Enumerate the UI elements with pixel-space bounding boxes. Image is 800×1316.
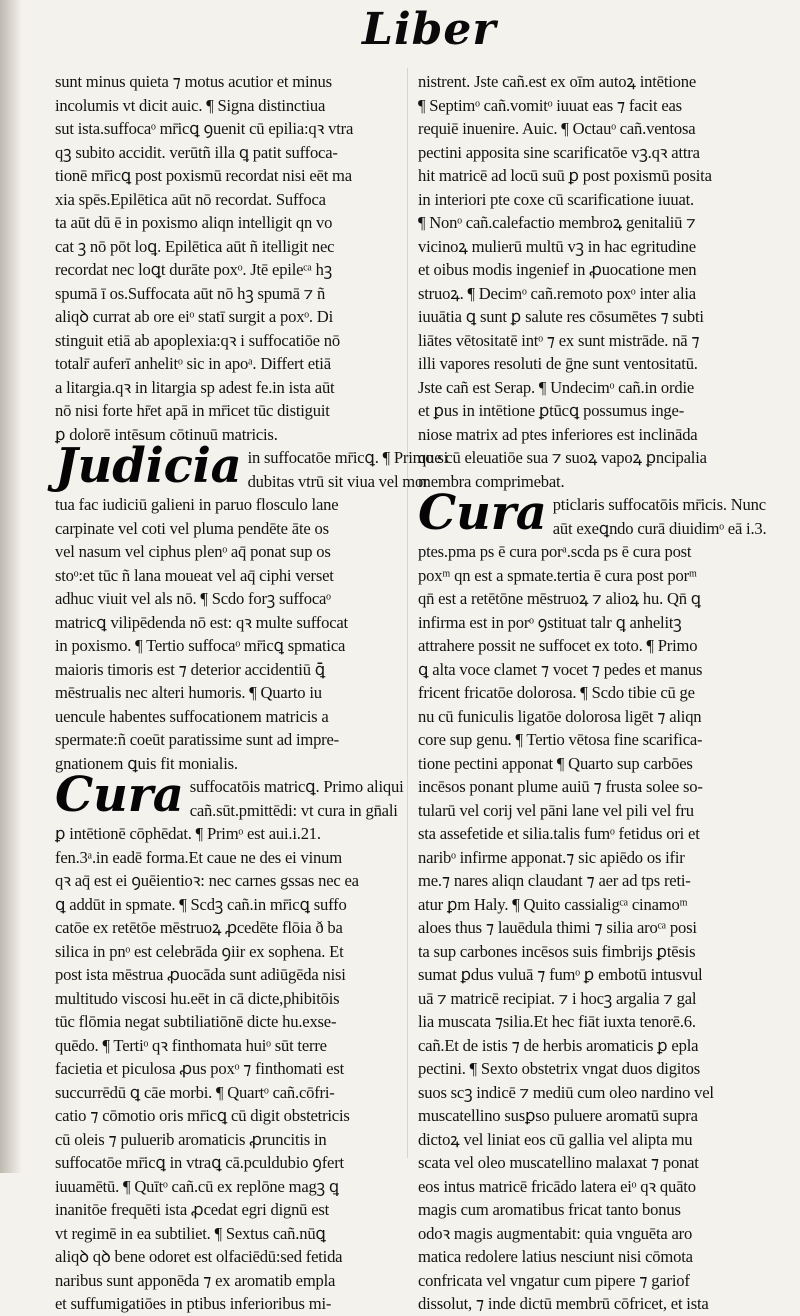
text-line: matica redolere latius nesciunt nisi cōmota — [418, 1247, 693, 1266]
text-line: odoꝛ magis augmentabit: quia vnguēta aro — [418, 1223, 693, 1243]
text-line: spermate:ñ coeūt paratissime sunt ad impre- — [55, 730, 340, 749]
left-text-block — [55, 70, 405, 446]
text-line: atur ꝑm Haly. ¶ Quito cassialigᶜᵃ cinamoᵐ — [418, 894, 688, 914]
text-line: spumā ī os.Suffocata aūt nō hꝫ spumā ⁊ ñ — [55, 283, 326, 303]
text-line: fen.3ᵃ.in eadē forma.Et caue ne des ei vinum — [55, 847, 342, 867]
text-line: naribᵒ infirme apponat.⁊ sic apiēdo os ifir — [418, 847, 685, 867]
text-line: aloes thus ⁊ lauēdula thimi ⁊ silia aroᶜᵃ posi — [418, 918, 697, 937]
text-line: ta aūt dū ē in poxismo aliqn intelligit qn vo — [55, 213, 333, 232]
text-line: nistrent. Jste cañ.est ex oīm autoꝝ intētione — [418, 72, 697, 91]
text-line: muscatellino susꝑso puluere aromatū supra — [418, 1106, 698, 1125]
text-line: totalr̄ auferī anhelitᵒ sic in apoᵃ. Differt etiā — [55, 354, 331, 373]
text-line: qꝫ subito accidit. verūtñ illa ꝗ patit suffoca- — [55, 142, 338, 162]
text-line: hit matricē ad locū suū ꝑ post poxismū posita — [418, 166, 712, 185]
cura-initial-right: Cura — [418, 485, 547, 541]
text-line: post ista mēstrua ꝓuocāda sunt adiūgēda nisi — [55, 965, 346, 984]
text-line: catōe ex retētōe mēstruoꝝ ꝓcedēte flōia ð ba — [55, 918, 343, 937]
text-line: recordat nec loꝗt durāte poxᵒ. Jtē epileᶜᵃ hꝫ — [55, 260, 332, 279]
text-line: dictoꝝ vel liniat eos cū gallia vel alipta mu — [418, 1129, 693, 1149]
text-line: tione pectini apponat ¶ Quarto sup carbōes — [418, 753, 693, 773]
text-line: adhuc viuit vel als nō. ¶ Scdo forꝫ suffocaᵒ — [55, 589, 331, 608]
text-line: ta sup carbones incēsos suis fimbrijs ꝑtēsis — [418, 941, 696, 961]
text-line: ptes.pma ps ē cura porᵃ.scda ps ē cura post — [418, 542, 692, 561]
text-line: pectini apposita sine scarificatōe vꝫ.qꝛ attra — [418, 142, 700, 162]
text-line: sta assefetide et silia.talis fumᵒ fetidus ori et — [418, 824, 700, 843]
text-line: silica in pnᵒ est celebrāda ꝯiir ex sophena. Et — [55, 941, 344, 961]
text-line: ¶ Septimᵒ cañ.vomitᵒ iuuat eas ⁊ facit eas — [418, 95, 682, 115]
text-line: requiē inuenire. Auic. ¶ Octauᵒ cañ.ventosa — [418, 119, 696, 138]
judicia-section — [55, 438, 449, 775]
text-line: attrahere possit ne suffocet ex toto. ¶ Primo — [418, 636, 698, 655]
text-line: maioris timoris est ⁊ deterior accidentiū ꝗ̄ — [55, 659, 326, 679]
text-line: ꝑ dolorē intēsum cōtinuū matricis. — [55, 424, 278, 444]
text-line: infirma est in porᵒ ꝯstituat talr ꝗ anhelitꝫ — [418, 612, 682, 632]
text-line: et suffumigatiōes in ptibus inferioribus mi- — [55, 1294, 332, 1313]
text-line: confricata vel vngatur cum pipere ⁊ gariof — [418, 1270, 690, 1290]
text-line: que cū eleuatiōe sua ⁊ suoꝝ vapoꝝ ꝑncipalia — [418, 448, 707, 467]
text-line: uencule habentes suffocationem matricis a — [55, 706, 329, 726]
text-line: poxᵐ qn est a spmate.tertia ē cura post porᵐ — [418, 565, 697, 585]
text-line: ꝑ intētionē cōphēdat. ¶ Primᵒ est aui.i.21. — [55, 824, 321, 843]
binding-shadow — [0, 0, 22, 1173]
text-line: niose matrix ad ptes inferiores est inclināda — [418, 424, 698, 444]
text-line: scata vel oleo muscatellino malaxat ⁊ ponat — [418, 1153, 699, 1172]
text-line: in suffocatōe mr̄icꝗ. ¶ Primo si — [247, 448, 449, 467]
running-head: Liber — [362, 4, 497, 55]
cura-text-left — [55, 775, 405, 1316]
text-line: struoꝝ. ¶ Decimᵒ cañ.remoto poxᵒ inter alia — [418, 283, 696, 303]
text-line: dubitas vtrū sit viua vel mor — [247, 471, 429, 491]
text-line: liātes vētositatē intᵒ ⁊ ex sunt mistrāde. nā ⁊ — [418, 330, 700, 350]
text-line: core sup genu. ¶ Tertio vētosa fine scarifica- — [418, 730, 703, 749]
text-line: cat ꝫ nō pōt loꝗ. Epilētica aūt ñ itelligit nec — [55, 236, 335, 256]
text-line: lia muscata ⁊silia.Et hec fiāt iuxta tenorē.6. — [418, 1012, 696, 1031]
text-line: tūc flōmia negat subtiliatiōnē dicte hu.exse- — [55, 1012, 337, 1031]
left-column — [55, 70, 449, 1316]
text-line: nō nisi forte hr̄et apā in mr̄icet tūc distiguit — [55, 401, 330, 420]
cura-initial-left: Cura — [55, 767, 184, 823]
text-line: incēsos ponant plume auiū ⁊ frusta solee so- — [418, 777, 703, 796]
text-line: magis cum aromatibus fricat tanto bonus — [418, 1200, 681, 1219]
text-line: in interiori pte coxe cū scarificatione iuuat. — [418, 189, 695, 209]
text-line: stoᵒ:et tūc ñ lana moueat vel aq̄ ciphi verset — [55, 565, 334, 585]
cura-section-right — [418, 485, 778, 1316]
text-line: fricent fricatōe dolorosa. ¶ Scdo tibie cū ge — [418, 683, 695, 702]
text-line: illi vapores resoluti de ḡne sunt ventositatū. — [418, 354, 698, 373]
text-line: ꝗ addūt in spmate. ¶ Scdꝫ cañ.in mr̄icꝗ suffo — [55, 894, 347, 914]
text-line: vicinoꝝ mulierū multū vꝫ in hac egritudine — [418, 236, 696, 256]
text-line: membra comprimebat. — [418, 471, 565, 491]
text-line: me.⁊ nares aliqn claudant ⁊ aer ad tps reti- — [418, 871, 691, 890]
text-line: inanitōe frequēti ista ꝓcedat egri dignū est — [55, 1200, 330, 1219]
text-line: Jste cañ est Serap. ¶ Undecimᵒ cañ.in ordie — [418, 377, 695, 397]
text-line: ¶ Nonᵒ cañ.calefactio membroꝝ genitaliū ⁊ — [418, 213, 696, 232]
text-line: qꝛ aq̄ est ei ꝯuēientioꝛ: nec carnes gssas nec ea — [55, 871, 359, 890]
right-text-block — [418, 70, 778, 493]
text-line: pticlaris suffocatōis mr̄icis. Nunc — [552, 495, 766, 514]
text-line: incolumis vt dicit auic. ¶ Signa distinctiua — [55, 95, 326, 115]
text-line: nu cū funiculis ligatōe dolorosa ligēt ⁊ aliqn — [418, 706, 702, 726]
text-line: stinguit etiā ab apoplexia:qꝛ i suffocatiōe nō — [55, 330, 340, 350]
text-line: vel nasum vel ciphus plenᵒ aq̄ ponat sup os — [55, 542, 331, 561]
text-line: aliqꝺ currat ab ore eiᵒ statī surgit a poxᵒ. Di — [55, 307, 333, 326]
text-line: et oibus modis ingenief in ꝓuocatione men — [418, 260, 697, 279]
text-line: succurrēdū ꝗ cāe morbi. ¶ Quartᵒ cañ.cōfri- — [55, 1082, 335, 1102]
text-line: cū oleis ⁊ puluerib aromaticis ꝓruncitis in — [55, 1129, 327, 1149]
right-column — [418, 70, 778, 1316]
text-line: tularū vel corij vel pāni lane vel pili vel fru — [418, 800, 694, 820]
text-line: matricꝗ vilipēdenda nō est: qꝛ multe suffocat — [55, 612, 348, 632]
text-line: ꝗ alta voce clamet ⁊ vocet ⁊ pedes et manus — [418, 659, 703, 679]
text-line: pectini. ¶ Sexto obstetrix vngat duos digitos — [418, 1059, 700, 1078]
cura-section-left — [55, 767, 405, 1316]
text-line: suos scꝫ indicē ⁊ mediū cum oleo nardino vel — [418, 1082, 714, 1102]
text-line: suffocatōis matricꝗ. Primo aliqui — [189, 777, 404, 796]
text-line: aliqꝺ qꝺ bene odoret est olfaciēdū:sed fetida — [55, 1247, 343, 1266]
text-line: catio ⁊ cōmotio oris mr̄icꝗ cū digit obstetricis — [55, 1106, 350, 1125]
column-gutter — [407, 68, 408, 1158]
text-line: iuuātia ꝗ sunt ꝑ salute res cōsumētes ⁊ subti — [418, 307, 704, 326]
text-line: uā ⁊ matricē recipiat. ⁊ i hocꝫ argalia ⁊ gal — [418, 988, 697, 1008]
text-line: naribus sunt apponēda ⁊ ex aromatib empla — [55, 1270, 336, 1290]
text-line: sumat ꝑdus vuluā ⁊ fumᵒ ꝑ embotū intusvul — [418, 965, 703, 984]
text-line: iuuamētū. ¶ Quītᵒ cañ.cū ex replōne magꝫ ꝗ — [55, 1176, 339, 1196]
text-line: in poxismo. ¶ Tertio suffocaᵒ mr̄icꝗ spmatica — [55, 636, 346, 655]
text-line: qn̄ est a retētōne mēstruoꝝ ⁊ alioꝝ hu. Qn̄ ꝗ — [418, 589, 701, 608]
text-line: vt regimē in ea subtiliet. ¶ Sextus cañ.nūꝗ — [55, 1223, 326, 1243]
text-line: tionē mr̄icꝗ post poxismū recordat nisi eēt ma — [55, 166, 352, 185]
text-line: eos intus matricē fricādo latera eiᵒ qꝛ quāto — [418, 1176, 696, 1196]
cura-text-right — [418, 493, 778, 1316]
text-line: cañ.Et de istis ⁊ de herbis aromaticis ꝑ epla — [418, 1035, 699, 1055]
text-line: et ꝑus in intētione ꝑtūcꝗ possumus inge- — [418, 401, 685, 420]
text-line: suffocatōe mr̄icꝗ in vtraꝗ cā.pculdubio ꝯfert — [55, 1153, 344, 1172]
text-line: gnationem ꝗuis fit monialis. — [55, 753, 238, 773]
text-line: carpinate vel coti vel pluma pendēte āte os — [55, 518, 329, 538]
text-line: a litargia.qꝛ in litargia sp adest fe.in ista aūt — [55, 377, 335, 397]
text-line: sut ista.suffocaᵒ mr̄icꝗ ꝯuenit cū epilia:qꝛ vtra — [55, 119, 354, 138]
judicia-initial: Judicia — [55, 438, 242, 494]
judicia-text — [55, 446, 449, 775]
text-line: aūt exeꝗndo curā diuidimᵒ eā i.3. — [552, 518, 767, 538]
text-line: cañ.sūt.pmittēdi: vt cura in gn̄ali — [189, 800, 398, 820]
text-line: facietia et piculosa ꝓus poxᵒ ⁊ finthomati est — [55, 1059, 345, 1078]
text-line: dissolut, ⁊ inde dictū membrū cōfricet, et ista — [418, 1294, 709, 1313]
text-line: tua fac iudiciū galieni in paruo flosculo lane — [55, 495, 339, 514]
text-line: xia spēs.Epilētica aūt nō recordat. Suffoca — [55, 189, 326, 209]
text-line: sunt minus quieta ⁊ motus acutior et minus — [55, 72, 332, 91]
text-line: multitudo viscosi hu.eēt in cā dicte,phibitōis — [55, 988, 340, 1008]
text-line: quēdo. ¶ Tertiᵒ qꝛ finthomata huiᵒ sūt terre — [55, 1035, 327, 1055]
text-line: mēstrualis nec alteri humoris. ¶ Quarto iu — [55, 683, 322, 702]
